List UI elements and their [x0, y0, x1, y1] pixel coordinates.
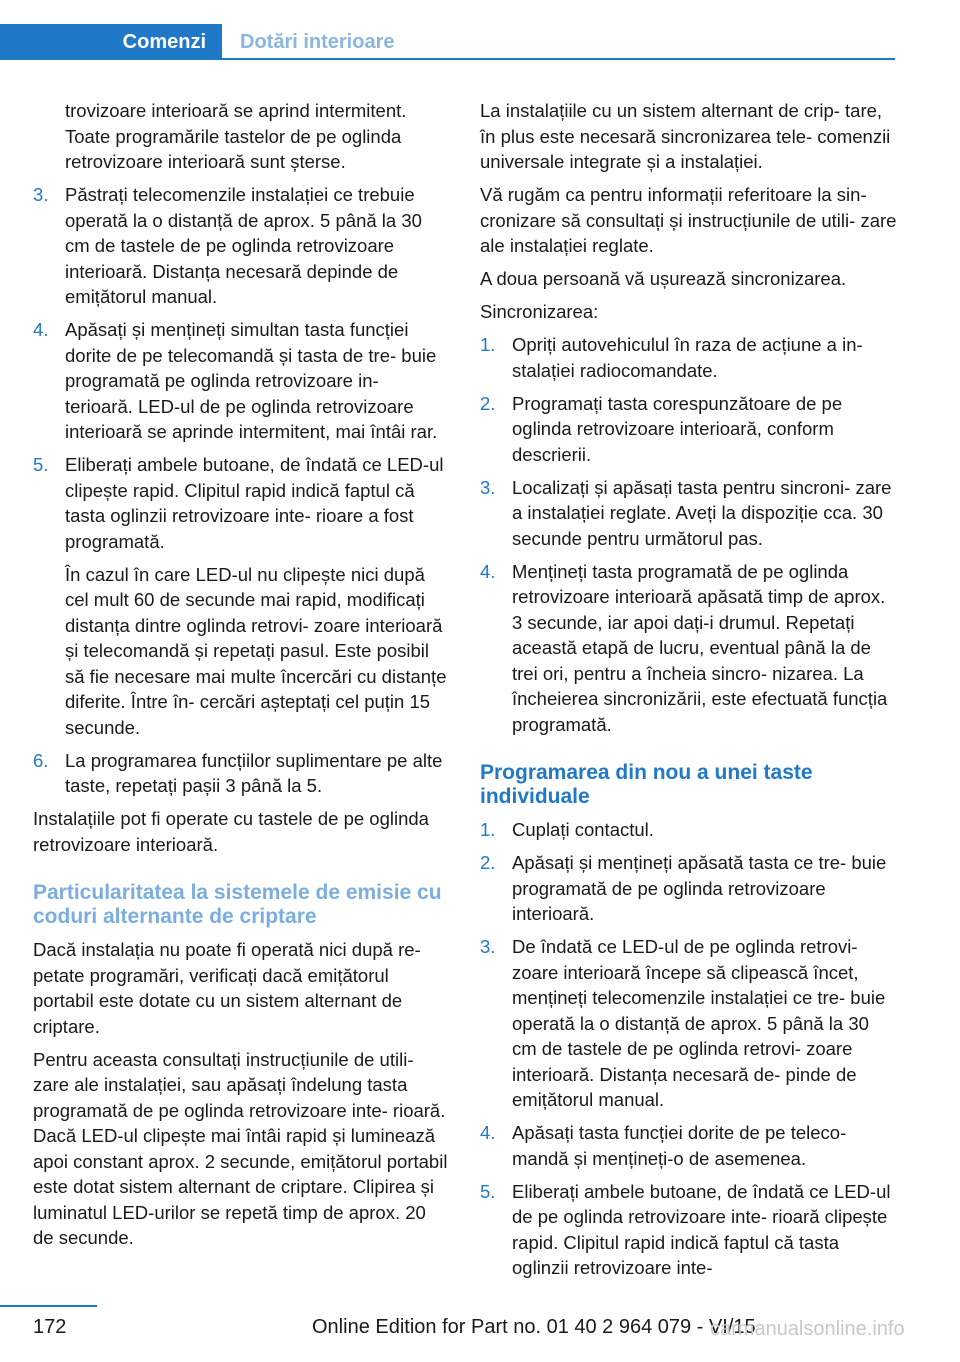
watermark: carmanualsonline.info	[710, 1318, 905, 1340]
section-heading: Programarea din nou a unei taste individuale	[480, 761, 813, 808]
step-body	[65, 452, 451, 740]
list-item	[480, 817, 898, 843]
step-number: 2.	[480, 852, 496, 873]
step-number: 4.	[480, 1122, 496, 1143]
step-text: Apăsați și mențineți simultan tasta funcției dorite de pe telecomandă și tasta de tre‐ buie programată pe oglinda retrovizoare in‐ terioară. LED-ul de pe oglinda retrovizoare interioară se aprinde intermitent, mai întâi rar.	[65, 319, 438, 442]
list-item	[480, 475, 898, 552]
section-heading: Particularitatea la sistemele de emisie cu coduri alternante de criptare	[33, 881, 442, 928]
list-item	[480, 332, 898, 383]
edition-note: Online Edition for Part no. 01 40 2 964 079 - VI/15	[312, 1316, 756, 1338]
paragraph: La instalațiile cu un sistem alternant de crip‐ tare, în plus este necesară sincronizarea tele‐ comenzii universale integrate și a instalației.	[480, 100, 891, 172]
step-number: 1.	[480, 334, 496, 355]
step-number: 5.	[33, 454, 49, 475]
paragraph: Vă rugăm ca pentru informații referitoare la sin‐ cronizare să consultați și instrucțiunile de utili‐ zare ale instalației reglate.	[480, 184, 897, 256]
intro-continuation: trovizoare interioară se aprind intermitent. Toate programările tastelor de pe oglinda retrovizoare interioară sunt șterse.	[65, 100, 407, 172]
footer-divider	[0, 1305, 97, 1307]
list-item	[480, 934, 898, 1113]
left-column	[33, 98, 451, 1258]
step-number: 2.	[480, 392, 496, 414]
step-text: Mențineți tasta programată de pe oglinda retrovizoare interioară apăsată timp de aprox. 3 secunde, iar apoi dați-i drumul. Repetați această etapă de lucru, eventual până la de trei ori, pentru a încheia sincro‐ nizarea. La încheierea sincronizării, este efectuată funcția programată.	[512, 560, 888, 735]
step-number: 3.	[33, 184, 49, 205]
step-text: Programați tasta corespunzătoare de pe oglinda retrovizoare interioară, conform descrierii.	[512, 392, 843, 465]
header-divider	[222, 58, 895, 60]
list-item	[480, 850, 898, 927]
step-number: 3.	[480, 936, 496, 957]
step-number: 5.	[480, 1180, 496, 1202]
tab-comenzi[interactable]: Comenzi	[0, 24, 222, 60]
tab-dotari-interioare[interactable]: Dotări interioare	[240, 31, 395, 53]
step-text: Apăsați tasta funcției dorite de pe teleco‐ mandă și mențineți-o de asemenea.	[512, 1122, 847, 1169]
step-text: Localizați și apăsați tasta pentru sincroni‐ zare a instalației reglate. Aveți la dispoziție cca. 30 secunde pentru următorul pas.	[512, 476, 892, 549]
step-text: Eliberați ambele butoane, de îndată ce LED-ul clipește rapid. Clipitul rapid indică faptul că tasta oglinzii retrovizoare inte‐ rioare a fost programată.	[65, 454, 444, 552]
list-item	[33, 748, 451, 799]
paragraph: Instalațiile pot fi operate cu tastele de pe oglinda retrovizoare interioară.	[33, 808, 429, 855]
page-number: 172	[33, 1316, 67, 1338]
step-number: 4.	[33, 319, 49, 340]
step-text: Eliberați ambele butoane, de îndată ce LED-ul de pe oglinda retrovizoare inte‐ rioară clipește rapid. Clipitul rapid indică faptul că tasta oglinzii retrovizoare inte‐	[512, 1180, 891, 1278]
step-number: 3.	[480, 476, 496, 498]
paragraph: Pentru aceasta consultați instrucțiunile de utili‐ zare ale instalației, sau apăsați îndelung tasta programată de pe oglinda retrovizoare inte‐ rioară. Dacă LED-ul clipește mai întâi rapid și luminează apoi constant aprox. 2 secunde, emițătorul portabil este dotat sistem alternant de criptare. Clipirea și luminatul LED-urilor se repetă timp de aprox. 20 de secunde.	[33, 1048, 448, 1248]
paragraph: A doua persoană vă ușurează sincronizarea.	[480, 268, 847, 289]
step-text: La programarea funcțiilor suplimentare pe alte taste, repetați pașii 3 până la 5.	[65, 749, 443, 796]
step-text: De îndată ce LED-ul de pe oglinda retrovi‐ zoare interioară începe să clipească încet, mențineți telecomenzile instalației ce tre‐ buie operată la o distanță de aprox. 5 până la 30 cm de tastele de pe oglinda retrovi‐ zoare interioară. Distanța necesară de‐ pinde de emițătorul manual.	[512, 936, 886, 1110]
list-item	[33, 452, 451, 740]
paragraph: Dacă instalația nu poate fi operată nici după re‐ petate programări, verificați dacă emițătorul portabil este dotate cu un sistem alternant de criptare.	[33, 939, 421, 1037]
step-number: 4.	[480, 560, 496, 582]
list-item	[33, 182, 451, 310]
list-item	[480, 559, 898, 738]
step-text: Păstrați telecomenzile instalației ce trebuie operată la o distanță de aprox. 5 până la 30 cm de tastele de pe oglinda retrovizoare interioară. Distanța necesară depinde de emițătorul manual.	[65, 184, 422, 307]
right-column	[480, 98, 898, 1288]
list-item	[480, 391, 898, 468]
step-number: 1.	[480, 819, 496, 840]
paragraph: Sincronizarea:	[480, 301, 599, 322]
step-text: Apăsați și mențineți apăsată tasta ce tre‐ buie programată de pe oglinda retrovizoare interioară.	[512, 852, 887, 924]
list-item	[480, 1179, 898, 1281]
step-text: Opriți autovehiculul în raza de acțiune a in‐ stalației radiocomandate.	[512, 334, 863, 381]
step-number: 6.	[33, 749, 49, 771]
step-note: În cazul în care LED-ul nu clipește nici după cel mult 60 de secunde mai rapid, modificați distanța dintre oglinda retrovi‐ zoare interioară și telecomandă și repetați pasul. Este posibil să fie necesare mai multe încercări cu distanțe diferite. Între în‐ cercări așteptați cel puțin 15 secunde.	[65, 563, 447, 738]
list-item	[480, 1120, 898, 1171]
step-text: Cuplați contactul.	[512, 819, 654, 840]
list-item	[33, 317, 451, 445]
page-header	[0, 0, 895, 60]
